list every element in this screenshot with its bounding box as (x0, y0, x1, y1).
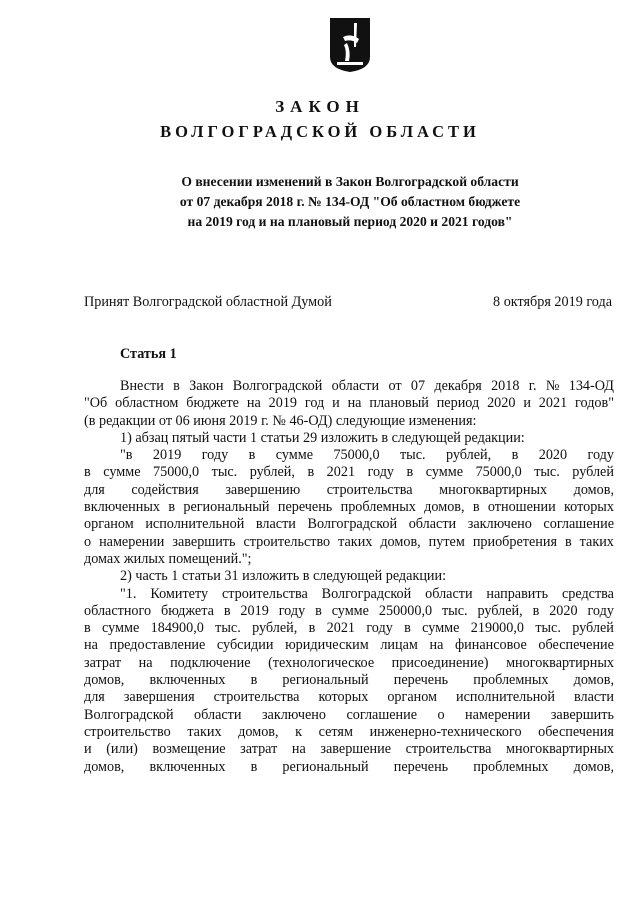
adoption-date: 8 октября 2019 года (493, 294, 612, 310)
body-line: домов, включенных в региональный перечень проблемных домов, (84, 758, 614, 775)
body-line: "в 2019 году в сумме 75000,0 тыс. рублей, в 2020 году (120, 447, 614, 464)
body-line: для содействия завершению строительства многоквартирных домов, (84, 481, 614, 498)
article-body (84, 378, 614, 776)
body-line: домов, включенных в региональный перечень проблемных домов, (84, 672, 614, 689)
coat-of-arms-emblem (329, 17, 371, 73)
body-line: и (или) возмещение затрат на завершение строительства многоквартирных (84, 741, 614, 758)
article-title: Статья 1 (120, 346, 177, 362)
body-line: для завершения строительства которых органом исполнительной власти (84, 689, 614, 706)
body-line: областного бюджета в 2019 году в сумме 250000,0 тыс. рублей, в 2020 году (84, 602, 614, 619)
adopted-by: Принят Волгоградской областной Думой (84, 294, 332, 310)
body-line: 2) часть 1 статьи 31 изложить в следующей редакции: (120, 568, 447, 585)
law-title: ЗАКОН (275, 97, 365, 116)
body-line: в сумме 75000,0 тыс. рублей, в 2021 году в сумме 75000,0 тыс. рублей (84, 464, 614, 481)
region-title: ВОЛГОГРАДСКОЙ ОБЛАСТИ (160, 122, 480, 141)
body-line: 1) абзац пятый части 1 статьи 29 изложить в следующей редакции: (120, 429, 525, 446)
body-line: "1. Комитету строительства Волгоградской области направить средства (120, 585, 614, 602)
subject-line: на 2019 год и на плановый период 2020 и 2021 годов" (187, 214, 513, 229)
body-line: на предоставление субсидии юридическим лицам на финансовое обеспечение (84, 637, 614, 654)
body-line: затрат на подключение (технологическое присоединение) многоквартирных (84, 654, 614, 671)
law-subject (120, 172, 580, 232)
body-line: (в редакции от 06 июня 2019 г. № 46-ОД) следующие изменения: (84, 412, 477, 429)
body-line: домах жилых помещений."; (84, 550, 252, 567)
subject-line: О внесении изменений в Закон Волгоградской области (181, 174, 519, 189)
body-line: Волгоградской области заключено соглашение о намерении завершить (84, 706, 614, 723)
body-line: строительство таких домов, к сетям инженерно-технического обеспечения (84, 723, 614, 740)
body-line: в сумме 184900,0 тыс. рублей, в 2021 году в сумме 219000,0 тыс. рублей (84, 620, 614, 637)
body-line: Внести в Закон Волгоградской области от 07 декабря 2018 г. № 134-ОД (120, 378, 614, 394)
subject-line: от 07 декабря 2018 г. № 134-ОД "Об областном бюджете (179, 194, 521, 209)
body-line: органом исполнительной власти Волгоградской области заключено соглашение (84, 516, 614, 533)
body-line: "Об областном бюджете на 2019 год и на плановый период 2020 и 2021 годов" (84, 395, 614, 412)
body-line: о намерении завершить строительство таких домов, путем приобретения в таких (84, 533, 614, 550)
body-line: включенных в региональный перечень проблемных домов, в отношении которых (84, 499, 614, 516)
